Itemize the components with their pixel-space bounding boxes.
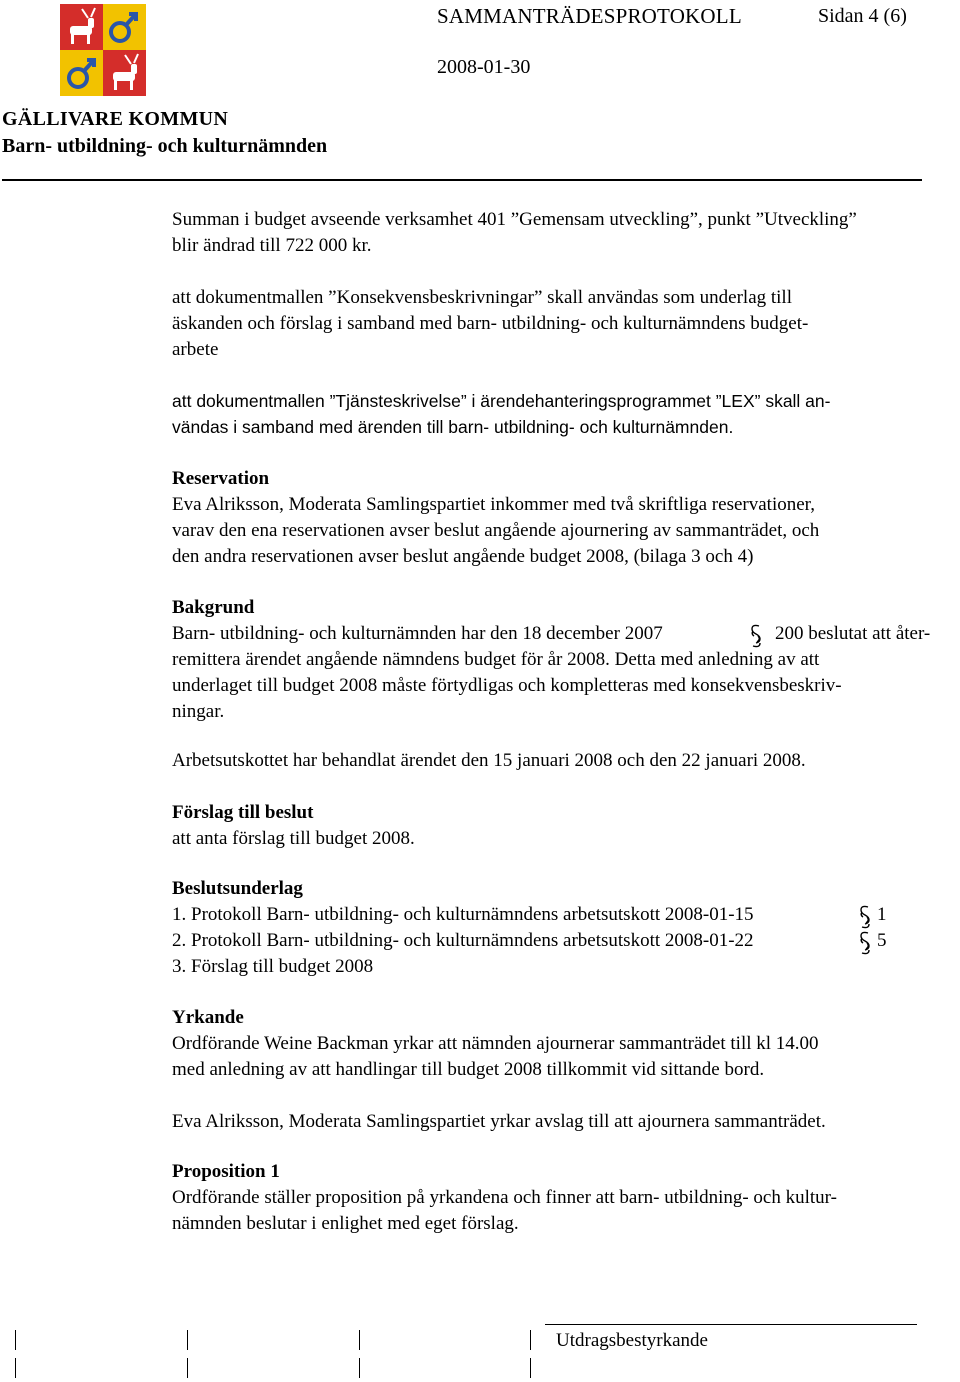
proposal-heading: Förslag till beslut [172, 802, 314, 823]
budget-sum-line-2: blir ändrad till 722 000 kr. [172, 235, 372, 256]
motion-line-2: med anledning av att handlingar till budget 2008 tillkommit vid sittande bord. [172, 1059, 765, 1080]
working-committee-line: Arbetsutskottet har behandlat ärendet den 15 januari 2008 och den 22 januari 2008. [172, 750, 806, 771]
signature-box-divider [530, 1330, 531, 1350]
document-title: SAMMANTRÄDESPROTOKOLL [437, 4, 742, 28]
footer-rule [545, 1324, 917, 1325]
rejection-motion-line: Eva Alriksson, Moderata Samlingspartiet yrkar avslag till att ajournera sammanträdet. [172, 1111, 826, 1132]
signature-box-divider [359, 1330, 360, 1350]
budget-sum-line-1: Summan i budget avseende verksamhet 401 ”Gemensam utveckling”, punkt ”Utveckling” [172, 209, 857, 230]
department-name: Barn- utbildning- och kulturnämnden [2, 135, 328, 157]
page-number: Sidan 4 (6) [818, 5, 907, 27]
municipality-coat-of-arms-logo [60, 4, 146, 100]
reservation-line-2: varav den ena reservationen avser beslut angående ajournering av sammanträdet, och [172, 520, 820, 541]
meeting-date: 2008-01-30 [437, 56, 531, 78]
decision-basis-item-1: 1. Protokoll Barn- utbildning- och kulturnämndens arbetsutskott 2008-01-15 [172, 904, 754, 925]
background-line-2: remittera ärendet angående nämndens budget för år 2008. Detta med anledning av att [172, 649, 820, 670]
background-line-1b: 200 beslutat att åter- [775, 623, 931, 644]
extract-certification-label: Utdragsbestyrkande [556, 1330, 708, 1351]
proposition-heading: Proposition 1 [172, 1161, 280, 1182]
section-sign-icon [858, 904, 872, 930]
signature-box-divider [187, 1358, 188, 1378]
reservation-line-1: Eva Alriksson, Moderata Samlingspartiet inkommer med två skriftliga reservationer, [172, 494, 815, 515]
decision-basis-item-3: 3. Förslag till budget 2008 [172, 956, 374, 977]
proposition-line-1: Ordförande ställer proposition på yrkandena och finner att barn- utbildning- och kultur- [172, 1187, 837, 1208]
motion-line-1: Ordförande Weine Backman yrkar att nämnden ajournerar sammanträdet till kl 14.00 [172, 1033, 819, 1054]
proposal-line: att anta förslag till budget 2008. [172, 828, 415, 849]
organization-name: GÄLLIVARE KOMMUN [2, 108, 229, 130]
decision-basis-item-1-section: 1 [877, 904, 887, 925]
signature-box-divider [530, 1358, 531, 1378]
reservation-line-3: den andra reservationen avser beslut angående budget 2008, (bilaga 3 och 4) [172, 546, 754, 567]
decision-basis-item-2-section: 5 [877, 930, 887, 951]
decision-lex-line-1: att dokumentmallen ”Tjänsteskrivelse” i ärendehanteringsprogrammet ”LEX” skall an- [172, 391, 831, 411]
background-heading: Bakgrund [172, 597, 255, 618]
motion-heading: Yrkande [172, 1007, 244, 1028]
decision-lex-line-2: vändas i samband med ärenden till barn- utbildning- och kulturnämnden. [172, 417, 734, 437]
signature-box-divider [15, 1358, 16, 1378]
decision-basis-item-2: 2. Protokoll Barn- utbildning- och kulturnämndens arbetsutskott 2008-01-22 [172, 930, 754, 951]
signature-box-divider [15, 1330, 16, 1350]
decision-line-3: arbete [172, 339, 219, 360]
decision-basis-heading: Beslutsunderlag [172, 878, 303, 899]
decision-line-2: äskanden och förslag i samband med barn- utbildning- och kulturnämndens budget- [172, 313, 809, 334]
reservation-heading: Reservation [172, 468, 270, 489]
section-sign-icon [858, 930, 872, 956]
decision-line-1: att dokumentmallen ”Konsekvensbeskrivningar” skall användas som underlag till [172, 287, 792, 308]
signature-box-divider [187, 1330, 188, 1350]
background-line-4: ningar. [172, 701, 225, 722]
signature-box-divider [359, 1358, 360, 1378]
background-line-1a: Barn- utbildning- och kulturnämnden har den 18 december 2007 [172, 623, 663, 644]
proposition-line-2: nämnden beslutar i enlighet med eget förslag. [172, 1213, 519, 1234]
section-sign-icon [749, 623, 763, 649]
header-divider [2, 179, 922, 181]
background-line-3: underlaget till budget 2008 måste förtydligas och kompletteras med konsekvensbeskriv- [172, 675, 842, 696]
